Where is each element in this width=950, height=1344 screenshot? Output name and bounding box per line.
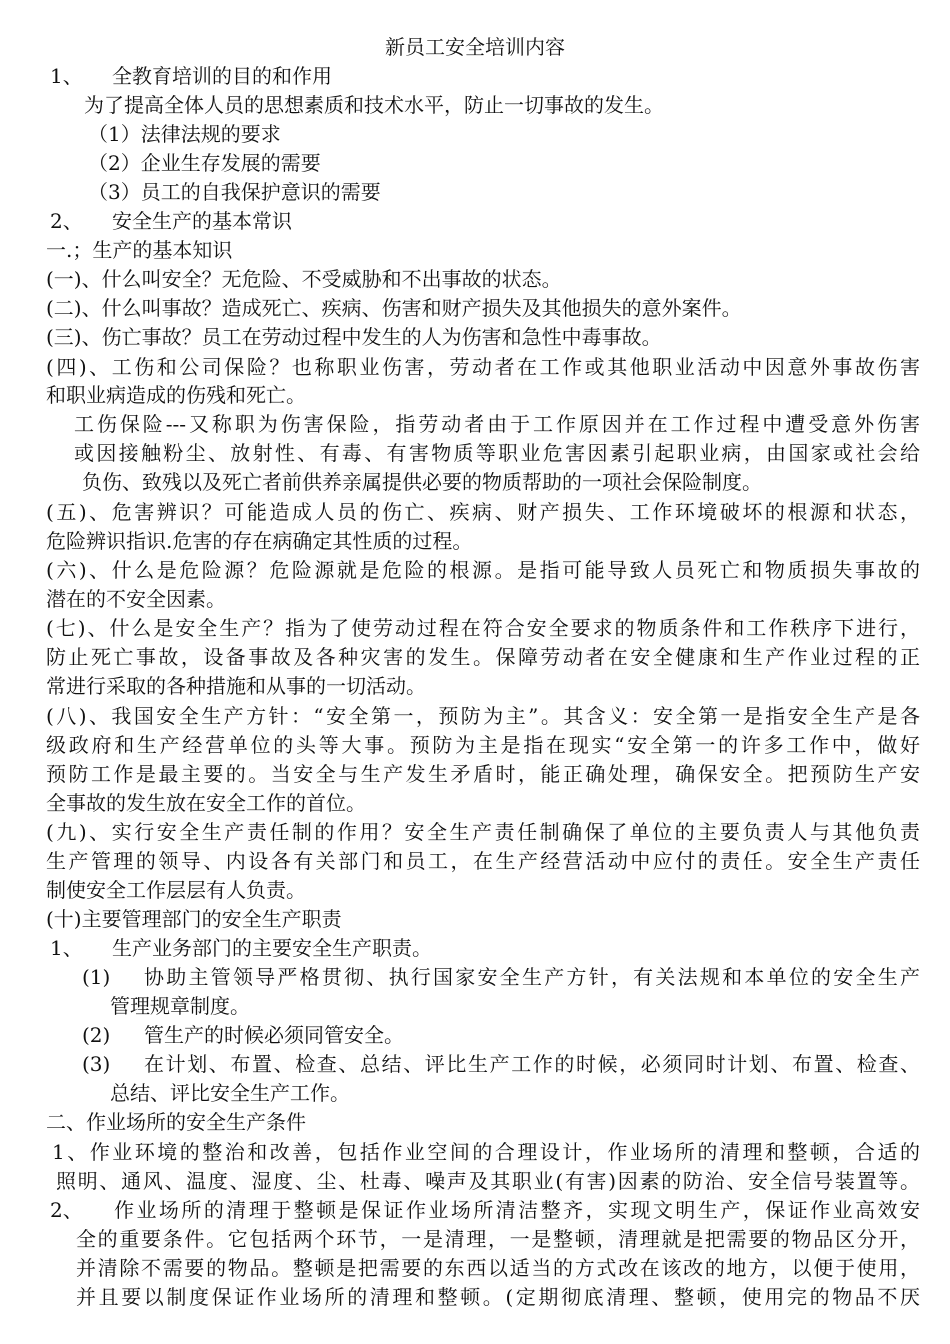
document-line [0,702,950,731]
line-text: 危险辨识指识.危害的存在病确定其性质的过程。 [46,529,473,553]
line-text: 和职业病造成的伤残和死亡。 [46,383,306,407]
line-text: 总结、评比安全生产工作。 [110,1081,350,1105]
document-line [0,1225,950,1254]
line-text: 常进行采取的各种措施和从事的一切活动。 [46,674,426,698]
list-number: 1、 [50,64,83,88]
line-text: 全事故的发生放在安全工作的首位。 [46,791,366,815]
line-text: (四)、工伤和公司保险？也称职业伤害，劳动者在工作或其他职业活动中因意外事故伤害 [46,355,920,379]
document-line [0,963,950,992]
line-text: 在计划、布置、检查、总结、评比生产工作的时候，必须同时计划、布置、检查、 [144,1052,920,1076]
document-line [0,178,950,207]
line-text: 制使安全工作层层有人负责。 [46,878,306,902]
document-line [0,527,950,556]
document-line [0,1283,950,1312]
document-line [0,876,950,905]
line-text: (二)、什么叫事故？造成死亡、疾病、伤害和财产损失及其他损失的意外案件。 [46,296,742,320]
line-text: 并且要以制度保证作业场所的清理和整顿。(定期彻底清理、整顿，使用完的物品不厌 [76,1285,920,1309]
document-line [0,1079,950,1108]
document-line [0,410,950,439]
document-line [0,91,950,120]
document-line [0,905,950,934]
document-line [0,992,950,1021]
line-text: (十)主要管理部门的安全生产职责 [46,907,342,931]
line-text: 生产管理的领导、内设各有关部门和员工，在生产经营活动中应付的责任。安全生产责任 [46,849,920,873]
document-line [0,149,950,178]
document-line [0,62,950,91]
document-line [0,818,950,847]
document-line [0,1167,950,1196]
document-line [0,614,950,643]
document-line [0,323,950,352]
line-text: 为了提高全体人员的思想素质和技术水平，防止一切事故的发生。 [84,93,664,117]
document-line [0,847,950,876]
document-line [0,353,950,382]
line-text: (七)、什么是安全生产？指为了使劳动过程在符合安全要求的物质条件和工作秩序下进行， [46,616,920,640]
line-text: (九)、实行安全生产责任制的作用？安全生产责任制确保了单位的主要负责人与其他负责 [46,820,920,844]
line-text: 一.；生产的基本知识 [46,238,233,262]
document-line [0,207,950,236]
document-line [0,381,950,410]
line-text: 协助主管领导严格贯彻、执行国家安全生产方针，有关法规和本单位的安全生产 [144,965,920,989]
line-text: 生产业务部门的主要安全生产职责。 [112,936,432,960]
line-text: （2）企业生存发展的需要 [88,151,321,175]
line-text: 并清除不需要的物品。整顿是把需要的东西以适当的方式改在该改的地方，以便于使用， [76,1256,920,1280]
list-number: 2、 [50,209,83,233]
line-text: 防止死亡事故，设备事故及各种灾害的发生。保障劳动者在安全健康和生产作业过程的正 [46,645,920,669]
line-text: （1）法律法规的要求 [88,122,281,146]
document-line [0,439,950,468]
document-line [0,1050,950,1079]
line-text: 安全生产的基本常识 [112,209,292,233]
document-line [0,1254,950,1283]
line-text: 作业场所的清理于整顿是保证作业场所清洁整齐，实现文明生产，保证作业高效安 [114,1198,920,1222]
document-line [0,789,950,818]
line-text: (三)、伤亡事故？员工在劳动过程中发生的人为伤害和急性中毒事故。 [46,325,662,349]
list-number: (3) [82,1052,111,1076]
line-text: (六)、什么是危险源？危险源就是危险的根源。是指可能导致人员死亡和物质损失事故的 [46,558,920,582]
line-text: 级政府和生产经营单位的头等大事。预防为主是指在现实“安全第一的许多工作中，做好 [46,733,920,757]
document-line [0,556,950,585]
line-text: 预防工作是最主要的。当安全与生产发生矛盾时，能正确处理，确保安全。把预防生产安 [46,762,920,786]
line-text: 潜在的不安全因素。 [46,587,226,611]
list-number: 2、 [50,1198,83,1222]
document-line [0,468,950,497]
line-text: 全的重要条件。它包括两个环节，一是清理，一是整顿，清理就是把需要的物品区分开， [76,1227,920,1251]
line-text: (五)、危害辨识？可能造成人员的伤亡、疾病、财产损失、工作环境破坏的根源和状态， [46,500,920,524]
line-text: 或因接触粉尘、放射性、有毒、有害物质等职业危害因素引起职业病，由国家或社会给 [74,441,920,465]
document-line [0,585,950,614]
line-text: 全教育培训的目的和作用 [112,64,332,88]
list-number: 1、 [50,936,83,960]
line-text: 照明、通风、温度、湿度、尘、杜毒、噪声及其职业(有害)因素的防治、安全信号装置等。 [56,1169,920,1193]
document-line [0,294,950,323]
line-text: （3）员工的自我保护意识的需要 [88,180,381,204]
list-number: (1) [82,965,111,989]
document-line [0,236,950,265]
line-text: 管生产的时候必须同管安全。 [144,1023,404,1047]
document-line [0,934,950,963]
document-line [0,1021,950,1050]
line-text: 管理规章制度。 [110,994,250,1018]
list-number: (2) [82,1023,111,1047]
document-line [0,1196,950,1225]
document-line [0,1108,950,1137]
line-text: 工伤保险---又称职为伤害保险，指劳动者由于工作原因并在工作过程中遭受意外伤害 [74,412,920,436]
document-line [0,760,950,789]
document-line [0,672,950,701]
document-line [0,498,950,527]
page-title: 新员工安全培训内容 [385,35,565,59]
document-line [0,265,950,294]
document-line [0,731,950,760]
line-text: 1、作业环境的整治和改善，包括作业空间的合理设计，作业场所的清理和整顿，合适的 [52,1140,920,1164]
line-text: (一)、什么叫安全？无危险、不受威胁和不出事故的状态。 [46,267,562,291]
line-text: 负伤、致残以及死亡者前供养亲属提供必要的物质帮助的一项社会保险制度。 [82,470,762,494]
document-line [0,1138,950,1167]
document-line [0,643,950,672]
line-text: (八)、我国安全生产方针：“安全第一，预防为主”。其含义：安全第一是指安全生产是各 [46,704,920,728]
line-text: 二、作业场所的安全生产条件 [46,1110,306,1134]
document-line [0,120,950,149]
